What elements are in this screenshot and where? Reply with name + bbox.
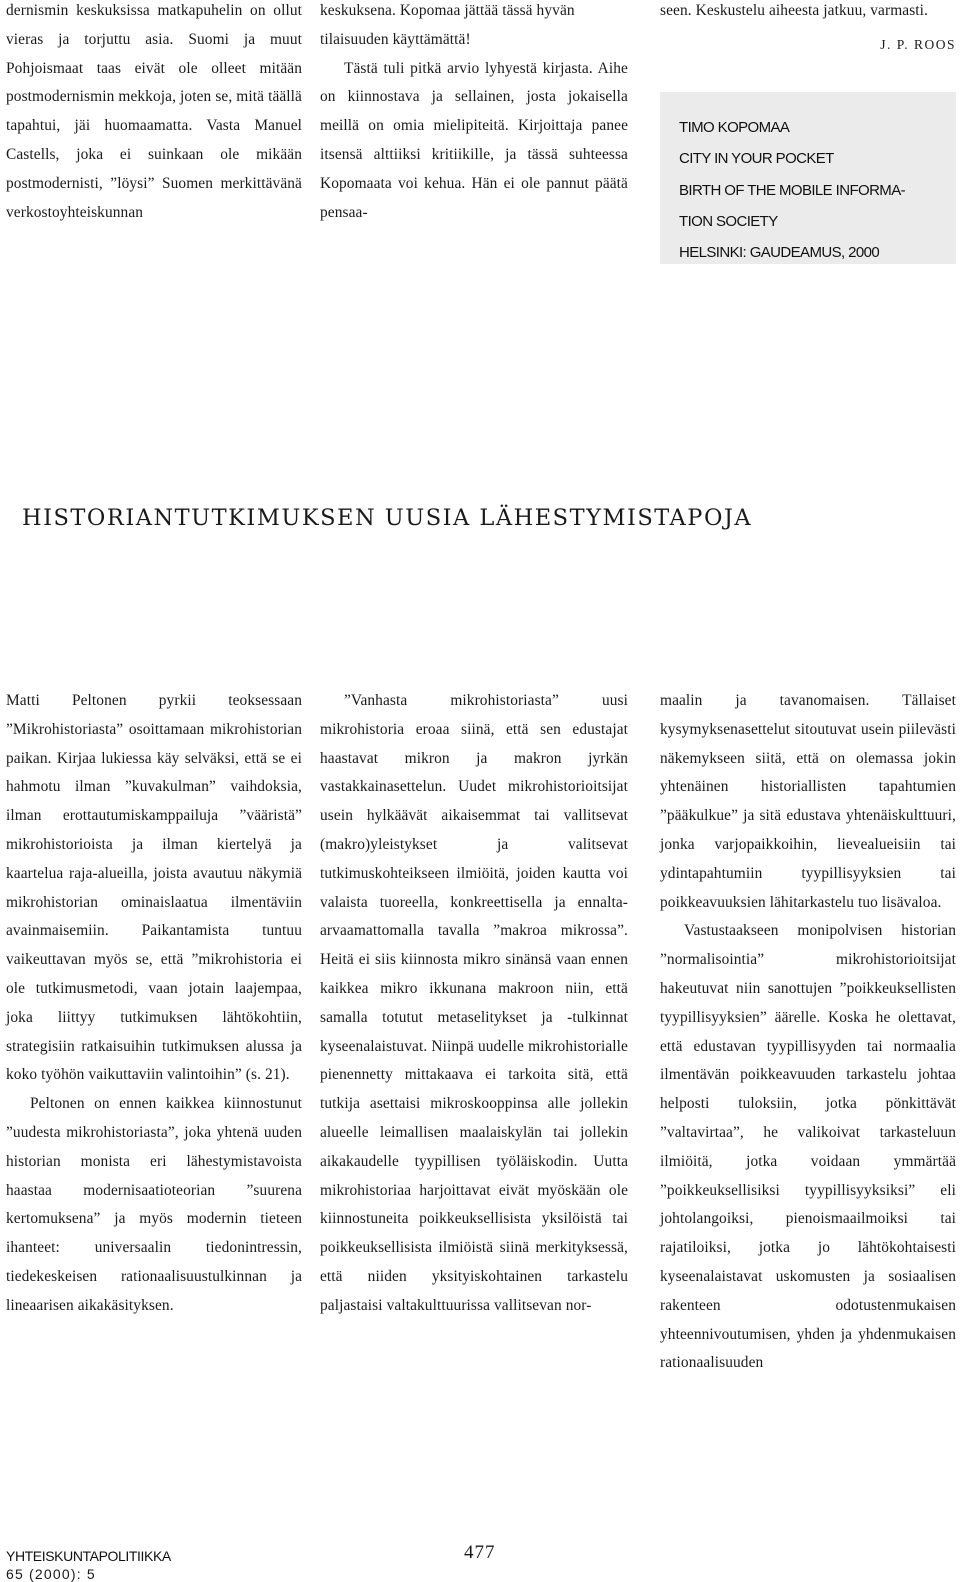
review-column-3 [660, 0, 956, 56]
article-paragraph: Peltonen on ennen kaikkea kiinnostunut ”uudesta mikrohistoriasta”, joka yhtenä uuden historian monista eri lähestymistavoista haastaa modernisaatioteorian ”suurena kertomuksena” ja myös modernin tieteen ihanteet: universaalin tiedonintressin, tiedekeskeisen rationaalisuustulkinnan ja lineaarisen aikakäsityksen. [6, 1095, 302, 1314]
article-paragraph: ”Vanhasta mikrohistoriasta” uusi mikrohistoria eroaa siinä, että sen edustajat haastavat mikron ja makron jyrkän vastakkainasettelun. Uudet mikrohistorioitsijat usein hylkäävät aikaisemmat tai vallitsevat (makro)yleistykset ja valitsevat tutkimuskohteikseen ilmiöitä, joiden kautta voi valaista tuoreella, konkreettisella ja ennalta-arvaamattomalla tavalla ”makroa mikrossa”. Heitä ei siis kiinnosta mikro sinänsä vaan ennen kaikkea mikro ikkunana makroon niin, että samalla totutut metaselitykset ja -tulkinnat kyseenalaistuvat. Niinpä uudelle mikrohistorialle pienennetty mittakaava ei tarkoita sitä, että tutkija asettaisi mikroskooppinsa alle jollekin alueelle leimallisen maalaiskylän tai jollekin aikakaudelle tyypillisen työläiskodin. Uutta mikrohistoriaa harjoittavat eivät myöskään ole kiinnostuneita poikkeuksellisista yksilöistä tai poikkeuksellisista ilmiöistä siinä merkityksessä, että niiden yksityiskohtainen tarkastelu paljastaisi valtakulttuurissa vallitsevan nor- [320, 692, 628, 1314]
book-publisher: HELSINKI: GAUDEAMUS, 2000 [679, 244, 880, 262]
book-subtitle-line: TION SOCIETY [679, 212, 778, 230]
section-heading: HISTORIANTUTKIMUKSEN UUSIA LÄHESTYMISTAPOJA [22, 505, 753, 531]
review-paragraph: keskuksena. Kopomaa jättää tässä hyvän tilaisuuden käyttämättä! [320, 2, 575, 48]
book-title: CITY IN YOUR POCKET [679, 150, 834, 168]
review-column-2 [320, 0, 628, 227]
page-number: 477 [464, 1542, 496, 1563]
review-paragraph: dernismin keskuksissa matkapuhelin on ollut vieras ja torjuttu asia. Suomi ja muut Pohjoismaat taas eivät ole olleet mitään postmodernismin mekkoja, joten se, mitä täällä tapahtui, jäi huomaamatta. Vasta Manuel Castells, joka ei suinkaan ole mikään postmodernisti, ”löysi” Suomen merkittävänä verkostoyhteiskunnan [6, 2, 302, 221]
footer-issue: 65 (2000): 5 [6, 1566, 96, 1582]
book-subtitle-line: BIRTH OF THE MOBILE INFORMA- [679, 181, 905, 199]
article-column-2 [320, 687, 628, 1321]
article-column-3 [660, 687, 956, 1378]
article-paragraph: Matti Peltonen pyrkii teoksessaan ”Mikrohistoriasta” osoittamaan mikrohistorian paikan. Kirjaa lukiessa käy selväksi, että se ei hahmotu ilman ”kuvakulman” vaihdoksia, ilman erottautumiskamppailuja ”vääristä” mikrohistorioista ja ilman kiertelyä ja kaartelua raja-alueilla, joista avautuu näkymiä mikrohistorian ominaislaatua ilmentäviin avainmaisemiin. Paikantamista tuntuu vaikeuttavan myös se, että ”mikrohistoria ei ole tutkimusmetodi, vaan jotain laajempaa, joka liittyy tutkimuksen lähtökohtiin, strategisiin ratkaisuihin tutkimuksen alussa ja koko työhön vaikuttaviin valintoihin” (s. 21). [6, 692, 302, 1084]
footer-journal-name: YHTEISKUNTAPOLITIIKKA [6, 1548, 171, 1564]
article-paragraph: Vastustaakseen monipolvisen historian ”normalisointia” mikrohistorioitsijat hakeutuvat niin sanottujen ”poikkeuksellisten tyypillisyyksien” äärelle. Koska he olettavat, että edustavan tyypillisyyden tai normaalia ilmentävän poikkeavuuden tarkastelu johtaa helposti tuloksiin, jotka pönkittävät ”valtavirtaa”, he valikoivat tarkasteluun ilmiöitä, jotka voidaan ymmärtää ”poikkeuksellisiksi tyypillisyyksiksi” eli johtolangoiksi, pienoismaailmoiksi tai rajatiloiksi, jotka jo lähtökohtaisesti kyseenalaistavat uskomusten ja sosiaalisen rakenteen odotustenmukaisen yhteennivoutumisen, yhden ja yhdenmukaisen rationaalisuuden [660, 922, 956, 1372]
article-column-1 [6, 687, 302, 1321]
book-author: TIMO KOPOMAA [679, 119, 790, 136]
review-column-1 [6, 0, 302, 227]
article-paragraph: maalin ja tavanomaisen. Tällaiset kysymyksenasettelut sitoutuvat usein piilevästi näkemykseen siitä, että on olemassa jokin yhtenäinen historiallisten tapahtumien ”pääkulkue” ja sitä edustava yhtenäiskulttuuri, jonka varjopaikkoihin, lievealueisiin tai ydintapahtumiin tyypillisyyksien tai poikkeavuuksien lähitarkastelu tuo lisävaloa. [660, 692, 956, 911]
book-reference-box [660, 92, 956, 264]
review-signature: J. P. ROOS [880, 36, 956, 52]
review-paragraph: Tästä tuli pitkä arvio lyhyestä kirjasta. Aihe on kiinnostava ja sellainen, josta jokaisella meillä on omia mielipiteitä. Kirjoittaja panee itsensä alttiiksi kritiikille, ja tässä suhteessa Kopomaata voi kehua. Hän ei ole pannut päätä pensaa- [320, 59, 628, 221]
review-paragraph: seen. Keskustelu aiheesta jatkuu, varmasti. [660, 2, 928, 19]
